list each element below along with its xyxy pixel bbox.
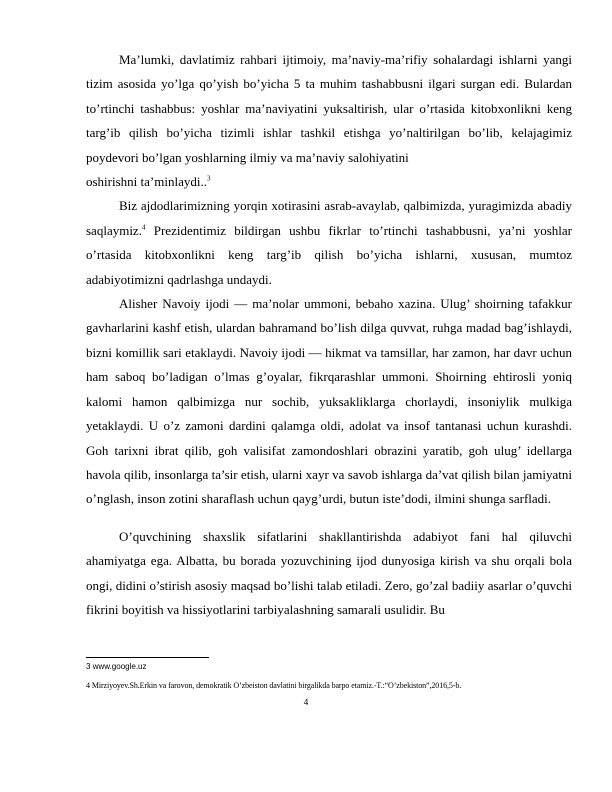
paragraph-2-lead: Biz ajdodlarimizning yorqin xotirasini asrab-avaylab, qalbimizda, yuragimizda abadiy saqlaymiz. — [86, 198, 572, 238]
paragraph-2 — [86, 194, 572, 292]
paragraph-1-end — [86, 170, 572, 194]
paragraph-1-end-text: oshirishni ta’minlaydi.. — [86, 174, 207, 190]
paragraph-2-rest: Prezidentimiz bildirgan ushbu fikrlar to’rtinchi tashabbusni, ya’ni yoshlar o’rtasida kitobxonlikni keng targ’ib qilish bo’yicha ishlarni, xususan, mumtoz adabiyotimizni qadrlashga undaydi. — [86, 222, 572, 287]
footnote-4 — [86, 680, 572, 691]
paragraph-1: Ma’lumki, davlatimiz rahbari ijtimoiy, ma’naviy-ma’rifiy sohalardagi ishlarni yangi tizim asosida yo’lga qo’yish bo’yicha 5 ta muhim tashabbusni ilgari surgan edi. Bulardan to’rtinchi tashabbus: yoshlar ma’naviyatini yuksaltirish, ular o’rtasida kitobxonlikni keng targ’ib qilish bo’yicha tizimli ishlar tashkil etishga yo’naltirilgan bo’lib, kelajagimiz poydevori bo’lgan yoshlarning ilmiy va ma’naviy salohiyatini — [86, 52, 572, 165]
footnote-4-number: 4 — [86, 681, 90, 690]
paragraph-4: O’quvchining shaxslik sifatlarini shakllantirishda adabiyot fani hal qiluvchi ahamiyatga ega. Albatta, bu borada yozuvchining ijod dunyosiga kirish va shu orqali bola ongi, didini o’stirish asosiy maqsad bo’lishi talab etiladi. Zero, go’zal badiiy asarlar o’quvchi fikrini boyitish va hissiyotlarini tarbiyalashning samarali usulidir. Bu — [86, 528, 572, 617]
paragraph-3: Alisher Navoiy ijodi — ma’nolar ummoni, bebaho xazina. Ulug’ shoirning tafakkur gavharlarini kashf etish, ulardan bahramand bo’lish dilga quvvat, ruhga madad bag’ishlaydi, bizni komillik sari etaklaydi. Navoiy ijodi — hikmat va tamsillar, har zamon, har davr uchun ham saboq bo’ladigan o’lmas g’oyalar, fikrqarashlar ummoni. Shoirning ehtirosli yoniq kalomi hamon qalbimizga nur sochib, yuksakliklarga chorlaydi, insoniylik mulkiga yetaklaydi. U o’z zamoni dardini qalamga oldi, adolat va insof tantanasi uchun kurashdi. Goh tarixni ibrat qilib, goh valisifat zamondoshlari obrazini yaratib, goh ulug’ idellarga havola qilib, insonlarga ta’sir etish, ularni xayr va savob ishlarga da’vat qilish bilan jamiyatni o’nglash, inson zotini sharaflash uchun qayg’urdi, butun iste’dodi, ilmini shunga sarfladi. — [86, 296, 572, 507]
footnote-3-number: 3 — [86, 662, 91, 671]
footnote-3-text: www.google.uz — [92, 662, 147, 671]
footnote-4-text: Mirziyoyev.Sh.Erkin va farovon, demokratik O’zbeiston davlatini birgalikda barpo etamiz.-T.:“O’zbekiston”,2016,5-b. — [91, 681, 462, 690]
footnote-ref-3: 3 — [206, 174, 211, 183]
page-number: 4 — [303, 697, 309, 707]
footnotes — [86, 657, 572, 691]
body-text — [86, 48, 572, 622]
footnote-ref-4: 4 — [141, 223, 146, 232]
footnote-3 — [86, 661, 572, 672]
footnote-divider — [86, 657, 209, 658]
